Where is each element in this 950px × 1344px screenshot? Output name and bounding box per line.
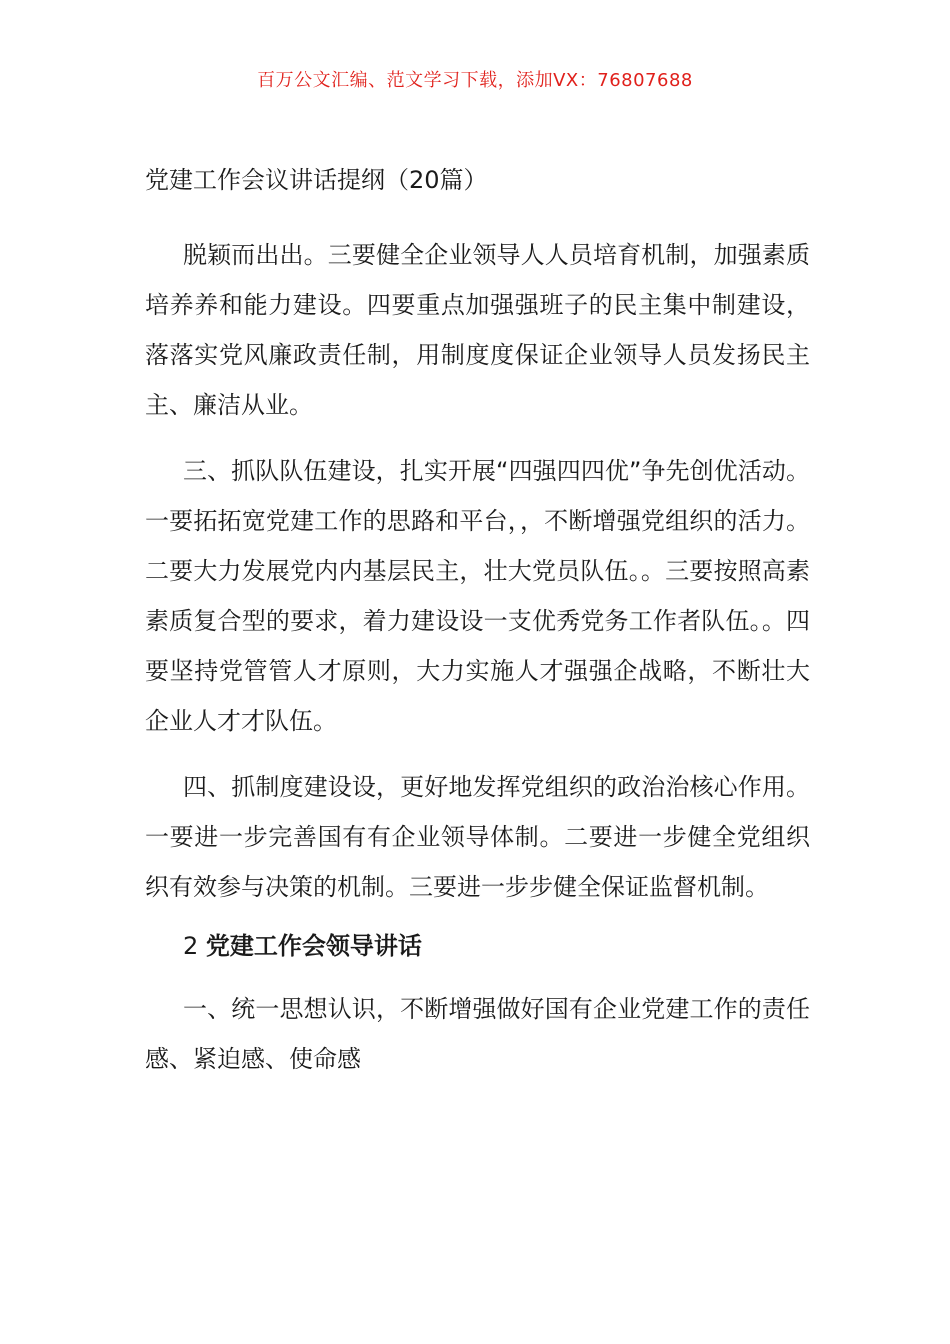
- section-number: 2: [183, 932, 199, 960]
- paragraph: 三、抓队队伍建设，扎实开展“四强四四优”争先创优活动。一要拓拓宽党建工作的思路和平台，，不断增强党组织的活力。二要大力发展党内内基层民主，壮大党员队伍。。三要按照高素素质复合型的要求，着力建设设一支优秀党务工作者队伍。。四要坚持党管管人才原则，大力实施人才强强企战略，不断壮大企业人才才队伍。: [145, 457, 810, 735]
- section-heading: [145, 928, 810, 964]
- section-title: 党建工作会领导讲话: [205, 932, 422, 960]
- document-title: 党建工作会议讲话提纲（20篇）: [145, 166, 488, 194]
- paragraph: 一、统一思想认识，不断增强做好国有企业党建工作的责任感、紧迫感、使命感: [145, 995, 810, 1073]
- header-watermark: 百万公文汇编、范文学习下载，添加VX：76807688: [257, 70, 693, 91]
- document-body: [145, 162, 810, 1100]
- paragraph: 脱颖而出出。三要健全企业领导人人员培育机制，加强素质培养养和能力建设。四要重点加强强班子的民主集中制建设，落落实党风廉政责任制，用制度度保证企业领导人员发扬民主主、廉洁从业。: [145, 241, 810, 419]
- paragraph: 四、抓制度建设设，更好地发挥党组织的政治治核心作用。一要进一步完善国有有企业领导体制。二要进一步健全党组织织有效参与决策的机制。三要进一步步健全保证监督机制。: [145, 773, 810, 901]
